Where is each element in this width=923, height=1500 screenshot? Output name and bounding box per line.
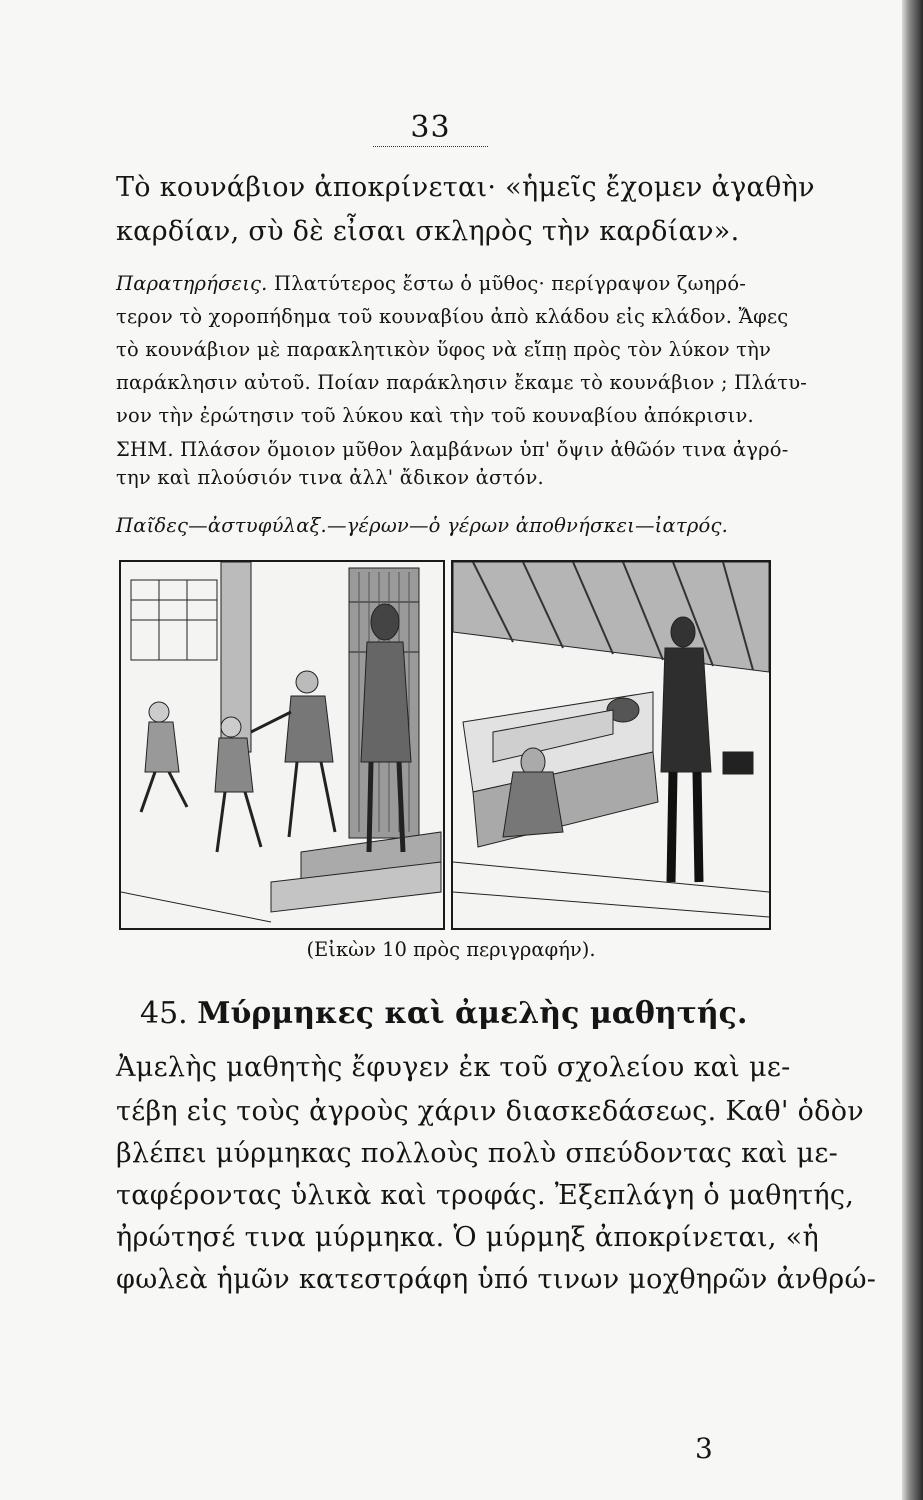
page-number: 33: [410, 110, 451, 145]
remarks-label: Παρατηρήσεις.: [116, 272, 268, 295]
body-line-2: τέβη εἰς τοὺς ἀγροὺς χάριν διασκεδάσεως. Καθ' ὁδὸν: [116, 1096, 864, 1127]
page-number-rule: [373, 146, 488, 147]
body-line-4: ταφέροντας ὑλικὰ καὶ τροφάς. Ἐξεπλάγη ὁ μαθητής,: [116, 1180, 855, 1211]
note-line-1: ΣΗΜ. Πλάσον ὅμοιον μῦθον λαμβάνων ὑπ' ὄψιν ἀθῶόν τινα ἀγρό-: [116, 438, 789, 461]
remarks-text-1: Πλατύτερος ἔστω ὁ μῦθος· περίγραψον ζωηρό-: [273, 272, 747, 295]
figure-caption: (Εἰκὼν 10 πρὸς περιγραφήν).: [306, 938, 596, 961]
section-title: Μύρμηκες καὶ ἀμελὴς μαθητής.: [197, 996, 748, 1031]
signature-mark: 3: [695, 1432, 713, 1465]
illustration-figure: [119, 560, 771, 928]
page-edge-shadow: [902, 0, 923, 1500]
illustration-boys-policeman: [119, 560, 445, 930]
remarks-line-1: [116, 272, 746, 295]
keywords-line: Παῖδες—ἀστυφύλαξ.—γέρων—ὁ γέρων ἀποθνήσκει—ἰατρός.: [116, 514, 728, 537]
remarks-line-5: νον τὴν ἐρώτησιν τοῦ λύκου καὶ τὴν τοῦ κουναβίου ἀπόκρισιν.: [116, 404, 754, 427]
body-line-3: βλέπει μύρμηκας πολλοὺς πολὺ σπεύδοντας καὶ με-: [116, 1138, 839, 1169]
body-line-1: Ἀμελὴς μαθητὴς ἔφυγεν ἐκ τοῦ σχολείου καὶ με-: [116, 1052, 791, 1083]
remarks-line-2: τερον τὸ χοροπήδημα τοῦ κουναβίου ἀπὸ κλάδου εἰς κλάδον. Ἄφες: [116, 305, 789, 328]
remarks-line-4: παράκλησιν αὐτοῦ. Ποίαν παράκλησιν ἔκαμε τὸ κουνάβιον ; Πλάτυ-: [116, 371, 808, 394]
note-line-2: την καὶ πλούσιόν τινα ἀλλ' ἄδικον ἀστόν.: [116, 466, 544, 489]
intro-line-1: Τὸ κουνάβιον ἀποκρίνεται· «ἡμεῖς ἔχομεν ἀγαθὴν: [116, 172, 815, 203]
illustration-old-man-doctor: [451, 560, 771, 930]
section-heading: [140, 996, 747, 1031]
body-line-6: φωλεὰ ἡμῶν κατεστράφη ὑπό τινων μοχθηρῶν ἀνθρώ-: [116, 1264, 877, 1295]
body-line-5: ἠρώτησέ τινα μύρμηκα. Ὁ μύρμηξ ἀποκρίνεται, «ἡ: [116, 1222, 819, 1253]
intro-line-2: καρδίαν, σὺ δὲ εἶσαι σκληρὸς τὴν καρδίαν».: [116, 216, 740, 247]
remarks-line-3: τὸ κουνάβιον μὲ παρακλητικὸν ὕφος νὰ εἴπῃ πρὸς τὸν λύκον τὴν: [116, 338, 772, 361]
section-number: 45.: [140, 996, 188, 1031]
